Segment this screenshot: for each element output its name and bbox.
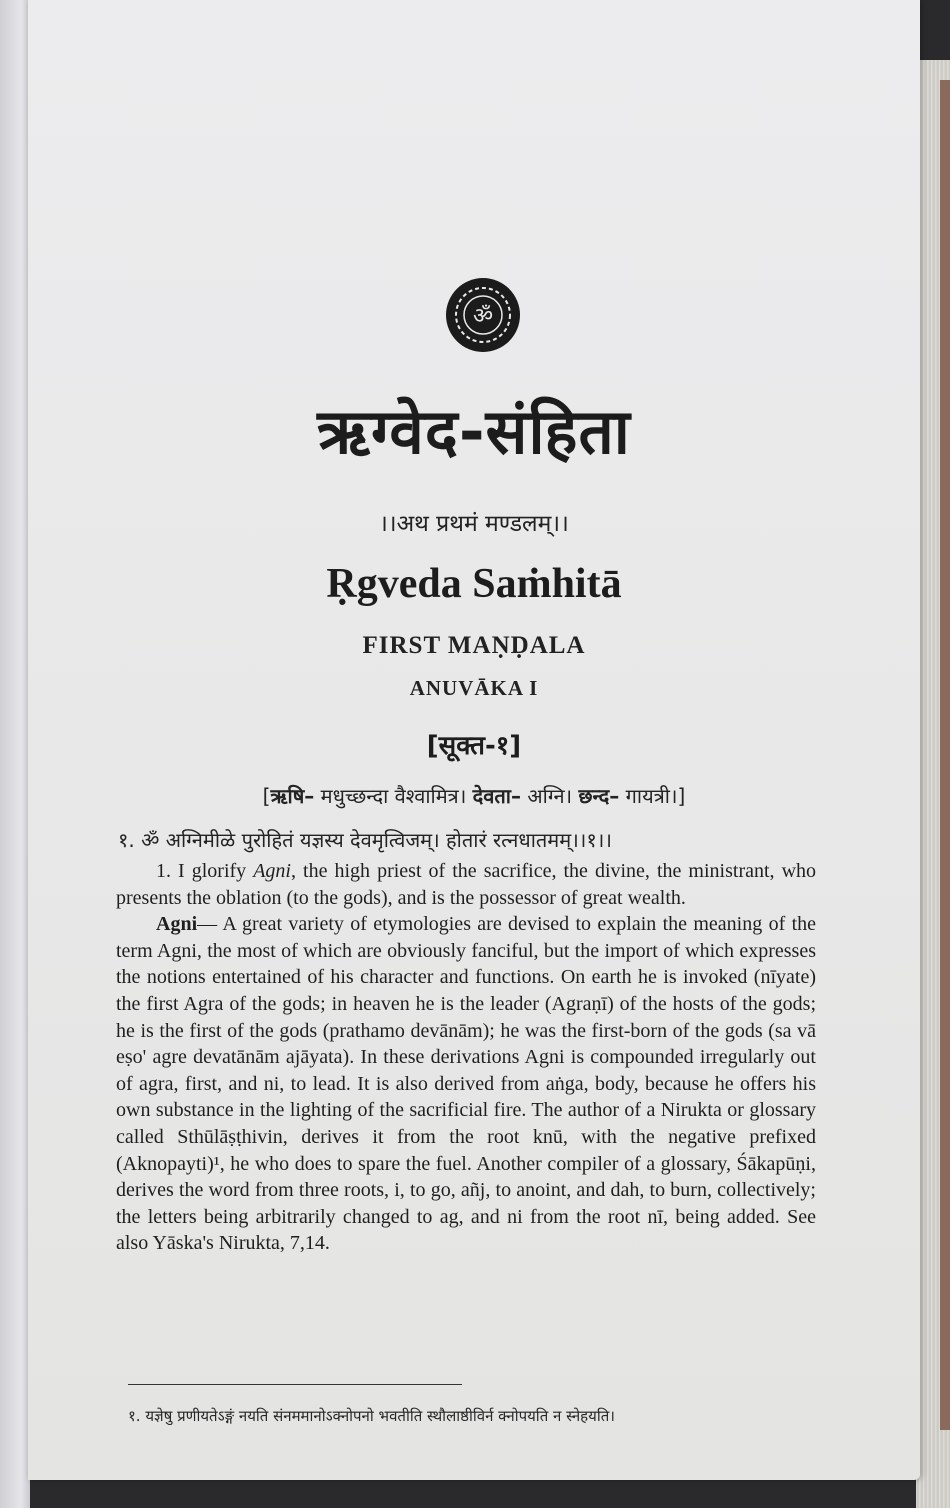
hymn-metadata: [ऋषि– मधुच्छन्दा वैश्वामित्र। देवता– अग्नि। छन्द– गायत्री।] [262,784,686,808]
chhanda-label: छन्द– [578,784,620,808]
commentary-term: Agni [156,913,198,936]
chhanda-value: गायत्री। [625,784,678,808]
translation-paragraph: 1. I glorify Agni, the high priest of the sacrifice, the divine, the ministrant, who presents the oblation (to the gods), and is the possessor of great wealth. [116,860,817,909]
translation-body [116,858,816,1257]
sanskrit-verse: १. ॐ अग्निमीळे पुरोहितं यज्ञस्य देवमृत्विजम्। होतारं रत्नधातमम्।।१।। [118,828,612,852]
english-title: Ṛgveda Saṁhitā [326,561,622,607]
sukta-heading: [सूक्त-१] [426,731,522,761]
anuvaka-heading: ANUVĀKA I [409,676,539,700]
book-page [28,0,920,1480]
mandala-heading: FIRST MAṆḌALA [362,632,586,659]
footnote-divider [128,1384,462,1385]
invocation-line: ।।अथ प्रथमं मण्डलम्।। [379,511,569,537]
devata-label: देवता– [472,784,521,808]
rishi-label: ऋषि– [270,784,315,808]
footnote: १. यज्ञेषु प्रणीयतेऽङ्गं नयति संनममानोऽक्नोपनो भवतीति स्थौलाष्ठीविर्न क्नोपयति न स्नेहयति। [128,1407,615,1425]
rishi-value: मधुच्छन्दा वैश्वामित्र। [320,784,467,808]
devanagari-title: ऋग्वेद-संहिता [317,395,631,468]
book-cover-edge [940,80,950,1430]
agni-term: Agni [253,860,291,882]
commentary-paragraph [116,911,816,1257]
commentary-text: — A great variety of etymologies are devised to explain the meaning of the term Agni, the most of which are obviously fanciful, but the import of which expresses the notions entertained of his character and functions. On earth he is invoked (nīyate) the first Agra of the gods; in heaven he is the leader (Agraṇī) of the hosts of the gods; he is the first of the gods (prathamo devānām); he was the first-born of the gods (sa vā eṣo' agre devatānām ajāyata). In these derivations Agni is compounded irregularly out of agra, first, and ni, to lead. It is also derived from aṅga, body, because he offers his own substance in the lighting of the sacrificial fire. The author of a Nirukta or glossary called Sthūlāṣṭhivin, derives it from the root knū, with the negative prefixed (Aknopayti)¹, he who does to spare the fuel. Another compiler of a glossary, Śākapūṇi, derives the word from three roots, i, to go, añj, to anoint, and dah, to burn, collectively; the letters being arbitrarily changed to ag, and ni from the root nī, being added. See also Yāska's Nirukta, 7,14. [116,913,816,1255]
facing-page-edge [0,0,30,1508]
om-mandala-icon [444,276,522,354]
devata-value: अग्नि। [527,784,573,808]
svg-text:ॐ: ॐ [472,304,494,329]
